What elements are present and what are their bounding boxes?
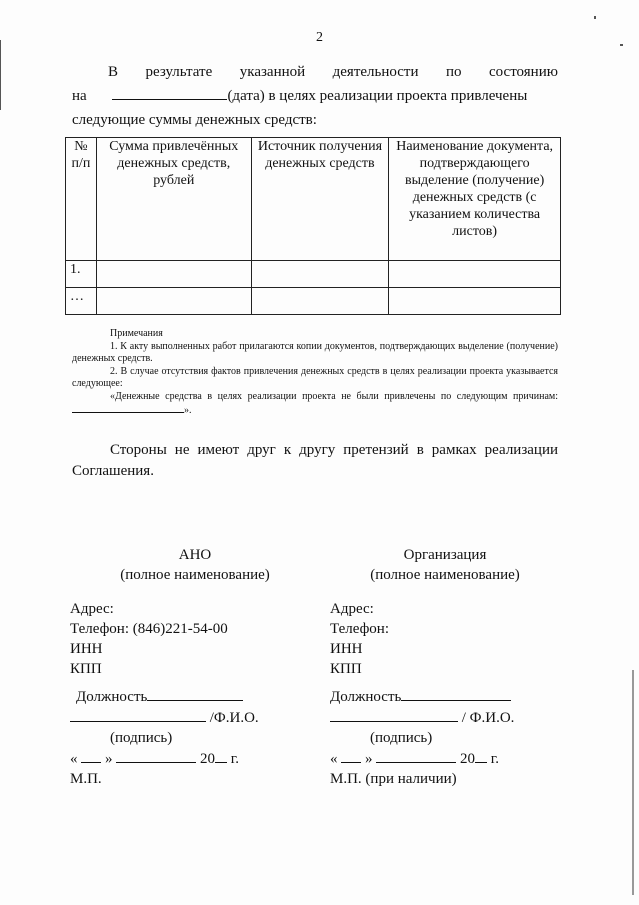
scan-edge-mark-right — [632, 670, 634, 895]
right-date-line — [330, 748, 560, 769]
left-address-label: Адрес: — [70, 601, 114, 617]
right-fio-blank[interactable] — [330, 707, 458, 722]
intro-word: В — [108, 64, 119, 80]
left-position-line — [70, 686, 310, 707]
left-signature-label: (подпись) — [110, 730, 173, 746]
intro-line2-rest: (дата) в целях реализации проекта привлечены — [227, 88, 528, 104]
table-cell[interactable] — [389, 261, 561, 288]
left-year: 20 — [200, 751, 215, 767]
left-year-blank[interactable] — [215, 748, 227, 763]
page-number: 2 — [316, 30, 323, 45]
right-position-blank[interactable] — [401, 686, 511, 701]
right-stamp-label: М.П. (при наличии) — [330, 771, 457, 787]
no-claims-statement: Стороны не имеют друг к другу претензий в рамках реализации Соглашения. — [72, 442, 558, 479]
left-day-blank[interactable] — [81, 748, 101, 763]
right-party-details — [330, 599, 550, 679]
left-stamp-label: М.П. — [70, 771, 102, 787]
scan-speck — [620, 44, 623, 46]
header-document: Наименование документа, подтверждающего выделение (получение) денежных средств (с указанием количества листов) — [389, 138, 561, 261]
header-number: № п/п — [66, 138, 97, 261]
scan-speck — [594, 16, 596, 19]
left-position-blank[interactable] — [147, 686, 243, 701]
right-position-line — [330, 686, 560, 707]
intro-paragraph — [72, 60, 558, 132]
table-cell[interactable] — [96, 288, 251, 315]
right-kpp-label: КПП — [330, 661, 362, 677]
notes-item-3-text: «Денежные средства в целях реализации проекта не были привлечены по следующим причинам: — [110, 390, 558, 402]
left-date-line — [70, 748, 310, 769]
intro-word: результате — [145, 64, 213, 80]
right-signature-label: (подпись) — [370, 730, 433, 746]
table-row — [66, 261, 561, 288]
notes-block — [72, 328, 558, 418]
left-month-blank[interactable] — [116, 748, 196, 763]
right-date-open: « — [330, 751, 338, 767]
left-date-mid: » — [105, 751, 113, 767]
right-inn-label: ИНН — [330, 641, 363, 657]
intro-word: по — [446, 64, 462, 80]
right-year-suffix: г. — [490, 751, 499, 767]
funds-table — [65, 137, 561, 315]
date-blank[interactable] — [112, 85, 227, 100]
left-party-header — [95, 545, 295, 585]
right-year: 20 — [460, 751, 475, 767]
left-fio-label: /Ф.И.О. — [209, 710, 259, 726]
intro-line-3: следующие суммы денежных средств: — [72, 112, 317, 128]
left-kpp-label: КПП — [70, 661, 102, 677]
intro-word: указанной — [239, 64, 306, 80]
intro-word: состоянию — [489, 64, 558, 80]
table-cell[interactable] — [96, 261, 251, 288]
notes-item-3 — [72, 391, 558, 418]
intro-line-1 — [72, 60, 558, 84]
right-date-mid: » — [365, 751, 373, 767]
right-year-blank[interactable] — [475, 748, 487, 763]
intro-line2-start: на — [72, 88, 87, 104]
right-day-blank[interactable] — [341, 748, 361, 763]
left-party-details — [70, 599, 310, 679]
notes-item-1: 1. К акту выполненных работ прилагаются копии документов, подтверждающих выделение (получение) денежных средств. — [72, 340, 558, 364]
left-fio-blank[interactable] — [70, 707, 206, 722]
reasons-blank[interactable] — [72, 403, 184, 413]
right-position-label: Должность — [330, 689, 402, 705]
notes-title: Примечания — [110, 328, 163, 339]
header-amount: Сумма привлечённых денежных средств, рублей — [96, 138, 251, 261]
left-year-suffix: г. — [230, 751, 239, 767]
left-date-open: « — [70, 751, 78, 767]
right-fio-label: / Ф.И.О. — [461, 710, 515, 726]
table-cell[interactable] — [251, 288, 389, 315]
right-month-blank[interactable] — [376, 748, 456, 763]
left-position-label: Должность — [76, 689, 148, 705]
scan-edge-mark-left — [0, 40, 1, 110]
table-cell[interactable] — [251, 261, 389, 288]
table-header-row — [66, 138, 561, 261]
right-phone-label: Телефон: — [330, 621, 389, 637]
table-cell: 1. — [66, 261, 97, 288]
left-party-name-hint: (полное наименование) — [120, 567, 270, 583]
right-signature-block — [330, 686, 560, 789]
right-address-label: Адрес: — [330, 601, 374, 617]
table-cell: … — [66, 288, 97, 315]
left-fio-line — [70, 707, 310, 728]
right-fio-line — [330, 707, 560, 728]
left-signature-block — [70, 686, 310, 789]
left-inn-label: ИНН — [70, 641, 103, 657]
table-cell[interactable] — [389, 288, 561, 315]
right-party-name: Организация — [403, 547, 487, 563]
notes-item-3-end: ». — [184, 405, 192, 416]
right-party-header — [340, 545, 550, 585]
intro-word: деятельности — [332, 64, 419, 80]
header-source: Источник получения денежных средств — [251, 138, 389, 261]
notes-item-2: 2. В случае отсутствия фактов привлечения денежных средств в целях реализации проекта указывается следующее: — [72, 365, 558, 389]
intro-line-2 — [72, 84, 558, 108]
right-party-name-hint: (полное наименование) — [370, 567, 520, 583]
table-row — [66, 288, 561, 315]
left-party-name: АНО — [178, 547, 212, 563]
left-phone: Телефон: (846)221-54-00 — [70, 621, 228, 637]
